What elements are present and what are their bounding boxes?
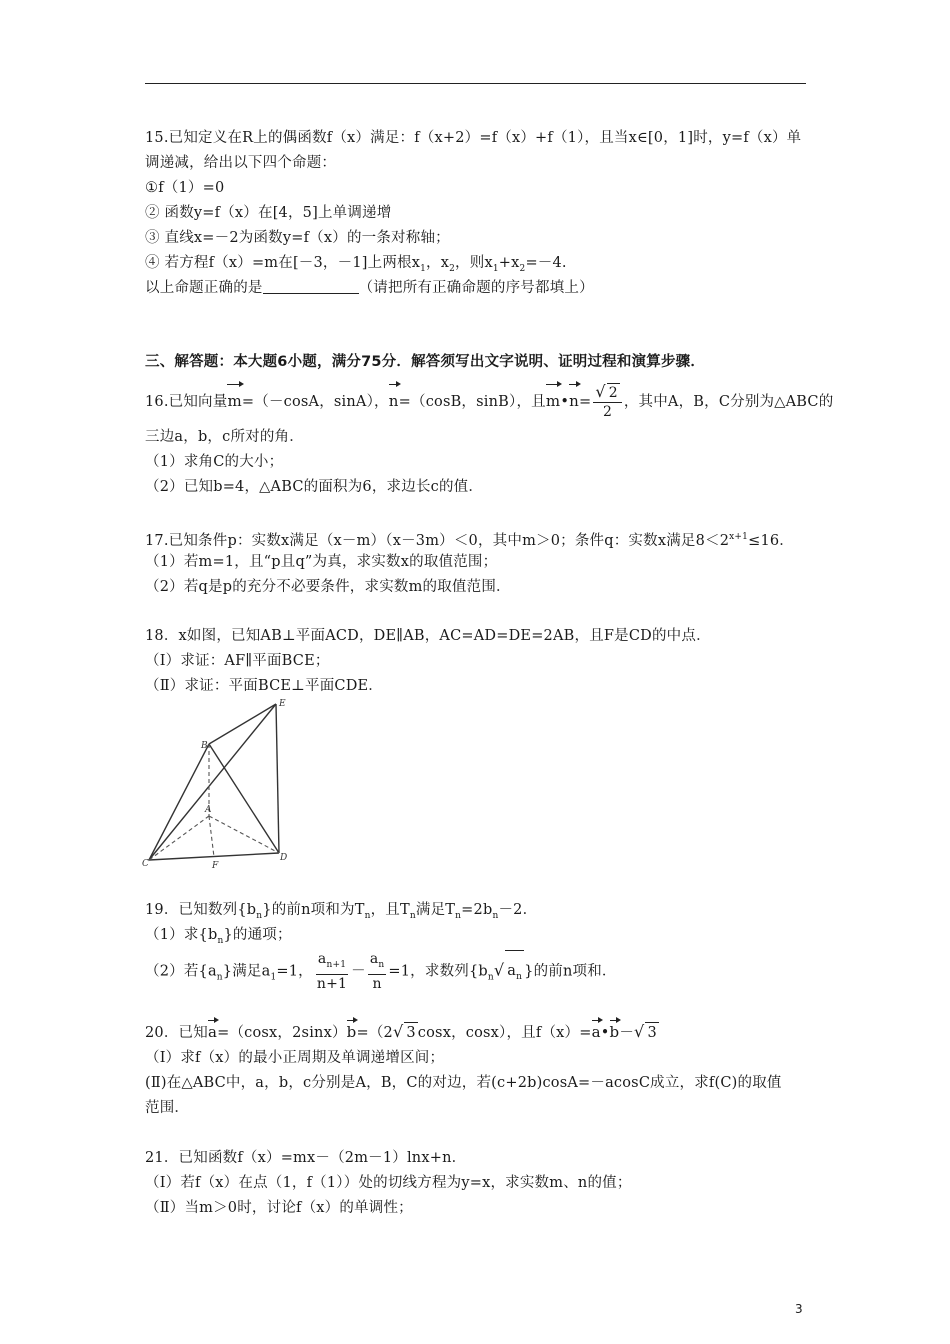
q17-line1: 17.已知条件p：实数x满足（x－m）（x－3m）＜0，其中m＞0；条件q：实数x满足$8<2^{x+1}\le 16$． bbox=[145, 532, 795, 549]
q15-line2: 调递减，给出以下四个命题： bbox=[145, 155, 337, 171]
sqrt-a-n: $a_n$ bbox=[505, 950, 524, 997]
q18-line1: 18．x如图，已知AB⊥平面ACD，DE∥AB，AC=AD=DE=2AB，且F是CD的中点． bbox=[145, 628, 711, 644]
q19-sub1: （1）求$\{b_n\}$的通项； bbox=[145, 927, 292, 946]
vector-n: n bbox=[389, 386, 399, 416]
q15-prop1: ①f（1）=0 bbox=[145, 180, 225, 196]
vector-a: a bbox=[207, 1023, 218, 1041]
label-c: C bbox=[142, 859, 149, 869]
label-d: D bbox=[280, 853, 288, 863]
answer-blank[interactable] bbox=[263, 279, 359, 294]
q15-ask: 以上命题正确的是 （请把所有正确命题的序号都填上） bbox=[145, 280, 594, 296]
header-rule bbox=[145, 83, 806, 84]
q16-sub2: （2）已知b=4，△ABC的面积为6，求边长c的值． bbox=[145, 479, 484, 495]
q18-sub2: （Ⅱ）求证：平面BCE⊥平面CDE． bbox=[145, 678, 383, 694]
q19-line1: 19．已知数列$\{b_n\}$的前n项和为$T_n$，且$T_n$满足$T_n=2b_n-2$． bbox=[145, 902, 538, 921]
q20-line1: 20．已知a=（cosx，2sinx）b=（2√ 3 cosx，cosx），且f（x）=a•b－√ 3 bbox=[145, 1022, 657, 1041]
q15-prop4: ④ 若方程f（x）=m在[－3，－1]上两根$x_1$，$x_2$，则$x_1+x_2=-4$. bbox=[145, 255, 567, 274]
fraction-a-n-plus-1: $\frac{a_{n+1}}{n+1}$ bbox=[316, 951, 348, 992]
q18-sub1: （Ⅰ）求证：AF∥平面BCE； bbox=[145, 653, 330, 669]
q21-sub2: （Ⅱ）当m＞0时，讨论f（x）的单调性； bbox=[145, 1200, 413, 1216]
q20-sub2-cont: 范围． bbox=[145, 1100, 190, 1116]
fraction-a-n: $\frac{a_n}{n}$ bbox=[369, 951, 385, 992]
label-f: F bbox=[212, 861, 219, 871]
q20-sub2: (Ⅱ)在△ABC中，a，b，c分别是A，B，C的对边，若(c+2b)cosA=－acosC成立，求f(C)的取值 bbox=[145, 1075, 782, 1091]
fraction-sqrt2-over-2: $\frac{√ 2}{2}$ bbox=[593, 383, 622, 421]
q21-line1: 21．已知函数f（x）=mx－（2m－1）lnx+n． bbox=[145, 1150, 467, 1166]
section-heading: 三、解答题：本大题6小题，满分75分．解答须写出文字说明、证明过程和演算步骤． bbox=[145, 354, 706, 370]
geometry-figure bbox=[141, 696, 301, 878]
label-e: E bbox=[279, 699, 286, 709]
q21-sub1: （Ⅰ）若f（x）在点（1，f（1））处的切线方程为y=x，求实数m、n的值； bbox=[145, 1175, 632, 1191]
vector-b: b bbox=[346, 1023, 357, 1041]
page-number: 3 bbox=[795, 1302, 803, 1316]
q16-sub1: （1）求角C的大小； bbox=[145, 454, 284, 470]
vector-m: m bbox=[227, 386, 241, 416]
q15-prop3: ③ 直线x=－2为函数y=f（x）的一条对称轴； bbox=[145, 230, 450, 246]
q15-prop2: ② 函数y=f（x）在[4，5]上单调递增 bbox=[145, 205, 392, 221]
q16-line1: 16.已知向量m=（－cosA，sinA），n=（cosB，sinB），且m•n= $\frac{√ 2}{2}$ ，其中A，B，C分别为△ABC的 bbox=[145, 382, 834, 420]
q17-sub1: （1）若m=1，且“p且q”为真，求实数x的取值范围； bbox=[145, 554, 498, 570]
q19-sub2: （2）若$\{a_n\}$满足$a_1=1$， $\frac{a_{n+1}}{n+1}$ － $\frac{a_n}{n}$ =1，求数列{$b_n√$ $a_n$ }的前n项和． bbox=[145, 950, 617, 997]
label-b: B bbox=[201, 741, 208, 751]
q17-sub2: （2）若q是p的充分不必要条件，求实数m的取值范围． bbox=[145, 579, 511, 595]
q20-sub1: （Ⅰ）求f（x）的最小正周期及单调递增区间； bbox=[145, 1050, 445, 1066]
q16-line2: 三边a，b，c所对的角． bbox=[145, 429, 304, 445]
label-a: A bbox=[205, 805, 212, 815]
q15-line1: 15.已知定义在R上的偶函数f（x）满足：f（x+2）=f（x）+f（1），且当x∈[0，1]时，y=f（x）单 bbox=[145, 130, 802, 146]
